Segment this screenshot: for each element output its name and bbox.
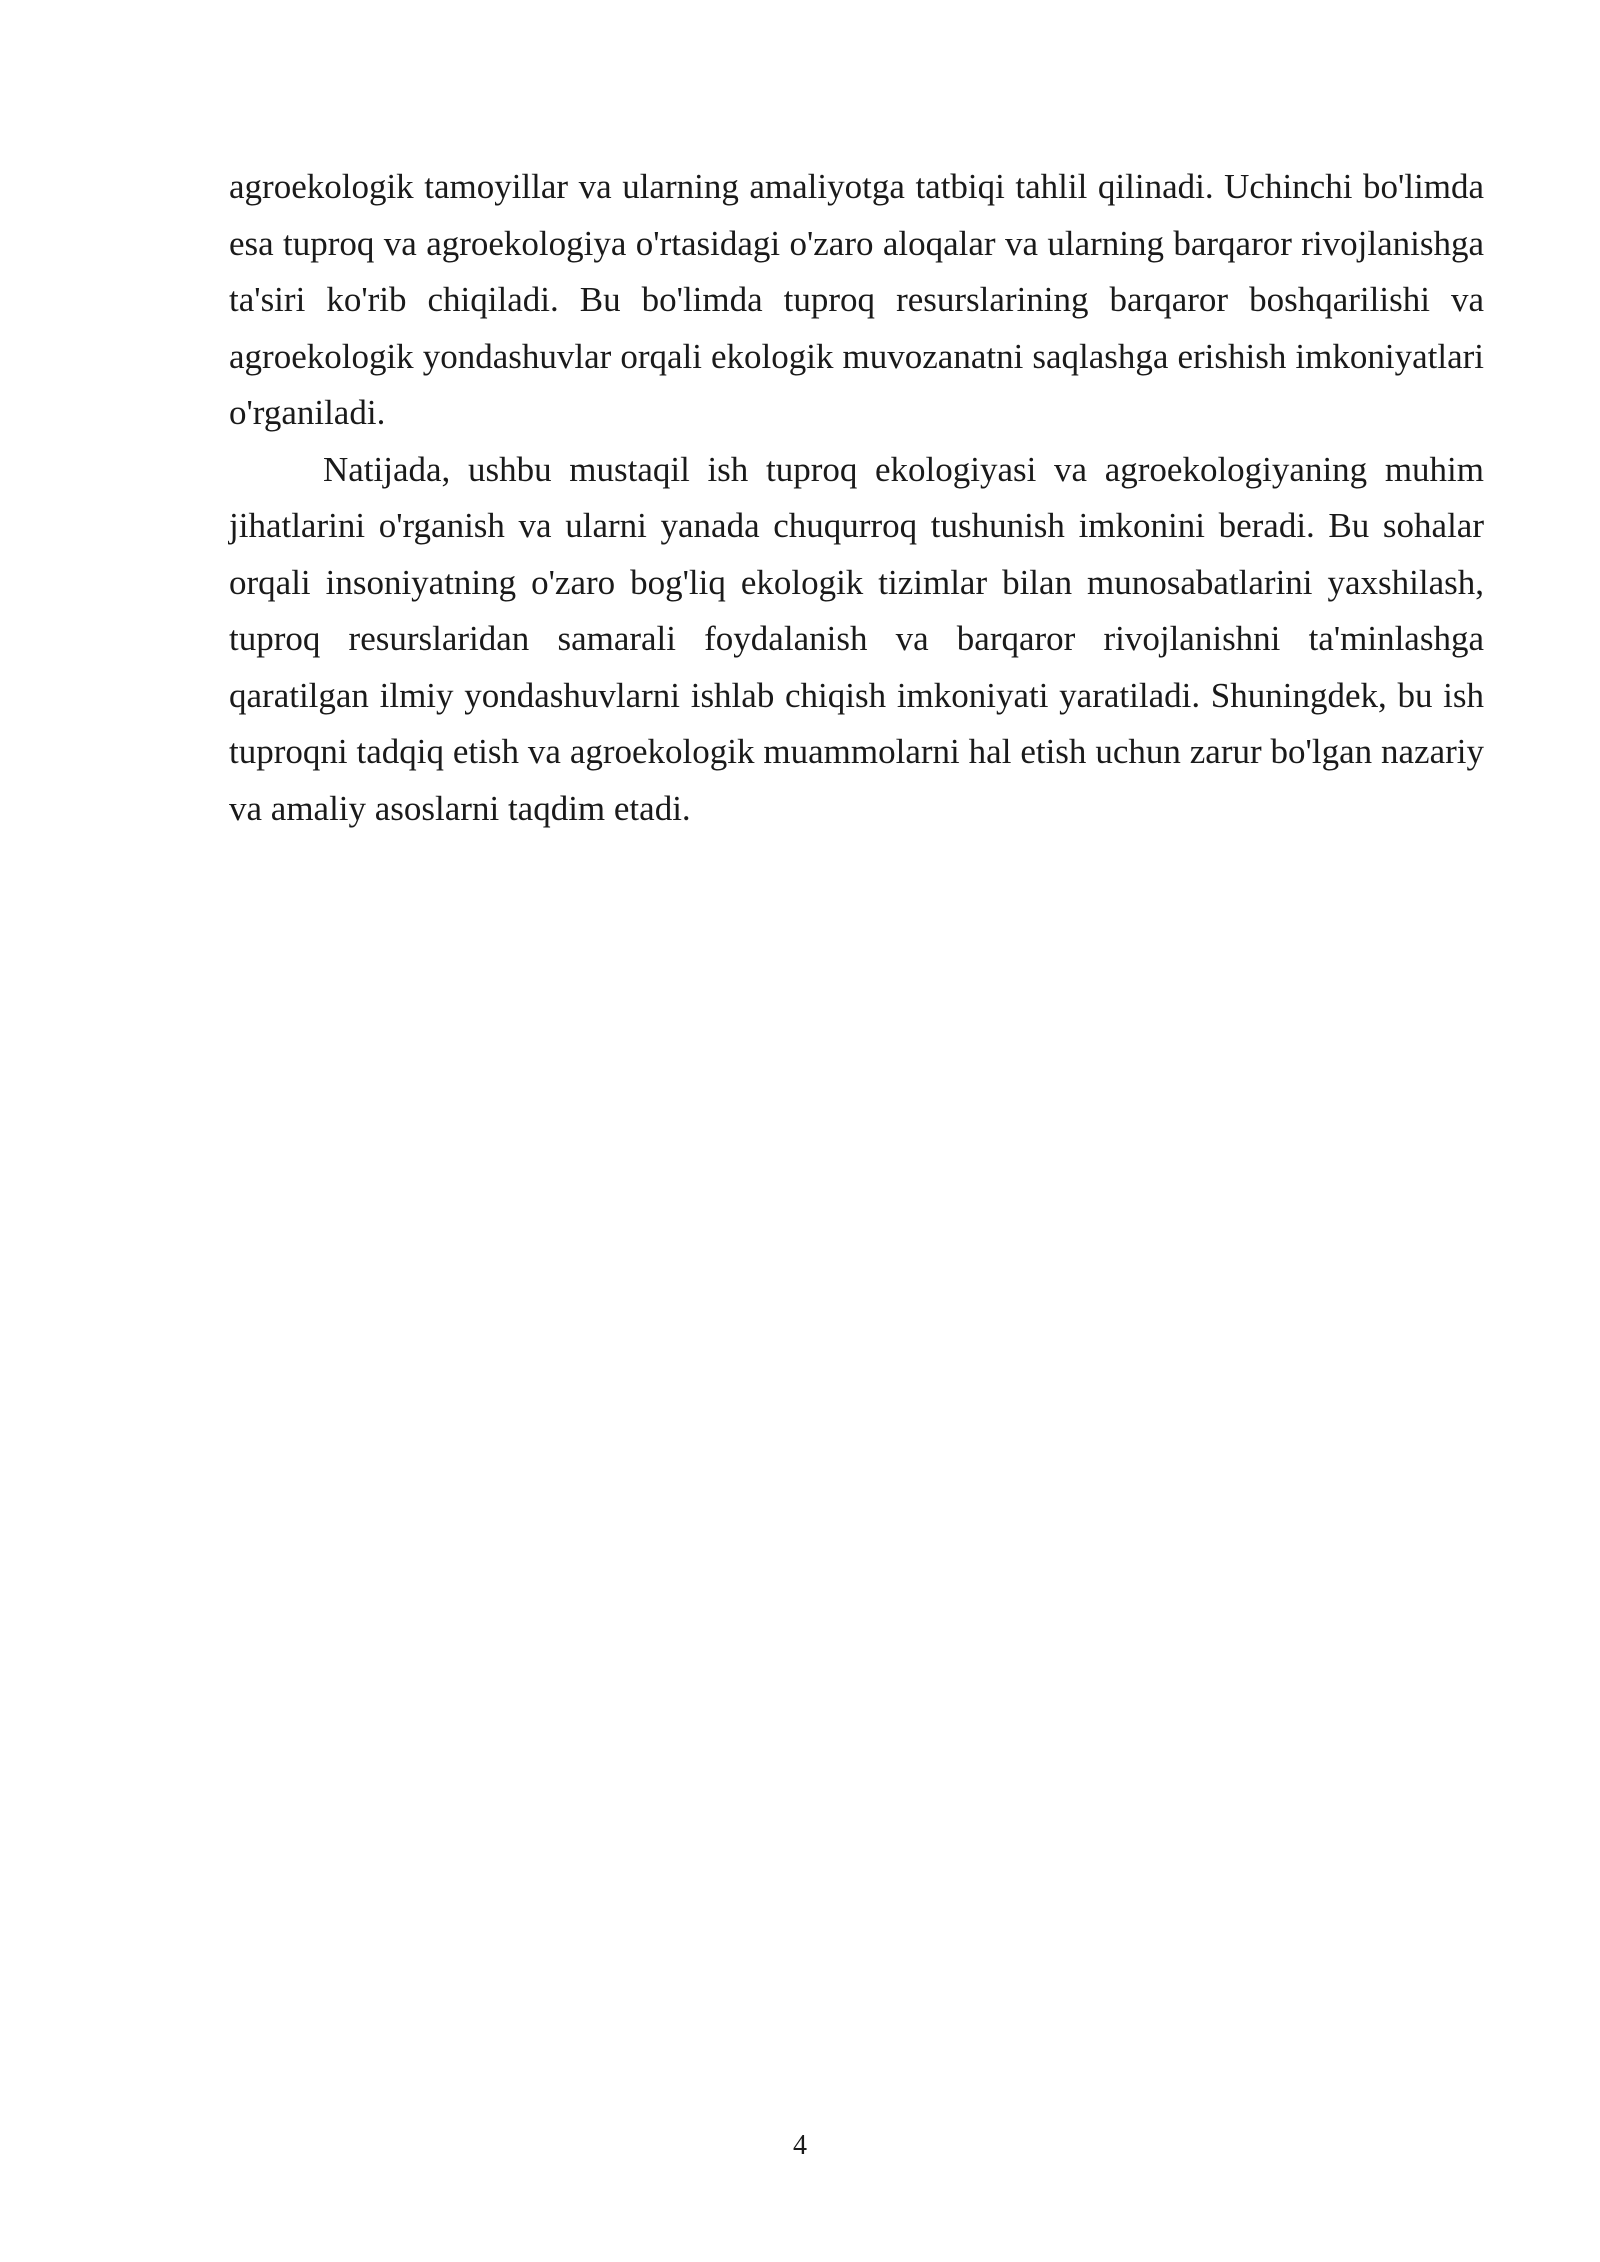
paragraph-conclusion: Natijada, ushbu mustaqil ish tuproq ekologiyasi va agroekologiyaning muhim jihatlarini o'rganish va ularni yanada chuqurroq tushunish imkonini beradi. Bu sohalar orqali insoniyatning o'zaro bog'liq ekologik tizimlar bilan munosabatlarini yaxshilash, tuproq resurslaridan samarali foydalanish va barqaror rivojlanishni ta'minlashga qaratilgan ilmiy yondashuvlarni ishlab chiqish imkoniyati yaratiladi. Shuningdek, bu ish tuproqni tadqiq etish va agroekologik muammolarni hal etish uchun zarur bo'lgan nazariy va amaliy asoslarni taqdim etadi.: [229, 449, 1484, 828]
paragraph-continuation: agroekologik tamoyillar va ularning amaliyotga tatbiqi tahlil qilinadi. Uchinchi bo'limda esa tuproq va agroekologiya o'rtasidagi o'zaro aloqalar va ularning barqaror rivojlanishga ta'siri ko'rib chiqiladi. Bu bo'limda tuproq resurslarining barqaror boshqarilishi va agroekologik yondashuvlar orqali ekologik muvozanatni saqlashga erishish imkoniyatlari o'rganiladi.: [229, 167, 1484, 432]
page-number: 4: [793, 2130, 807, 2161]
body-text: [229, 159, 1484, 837]
